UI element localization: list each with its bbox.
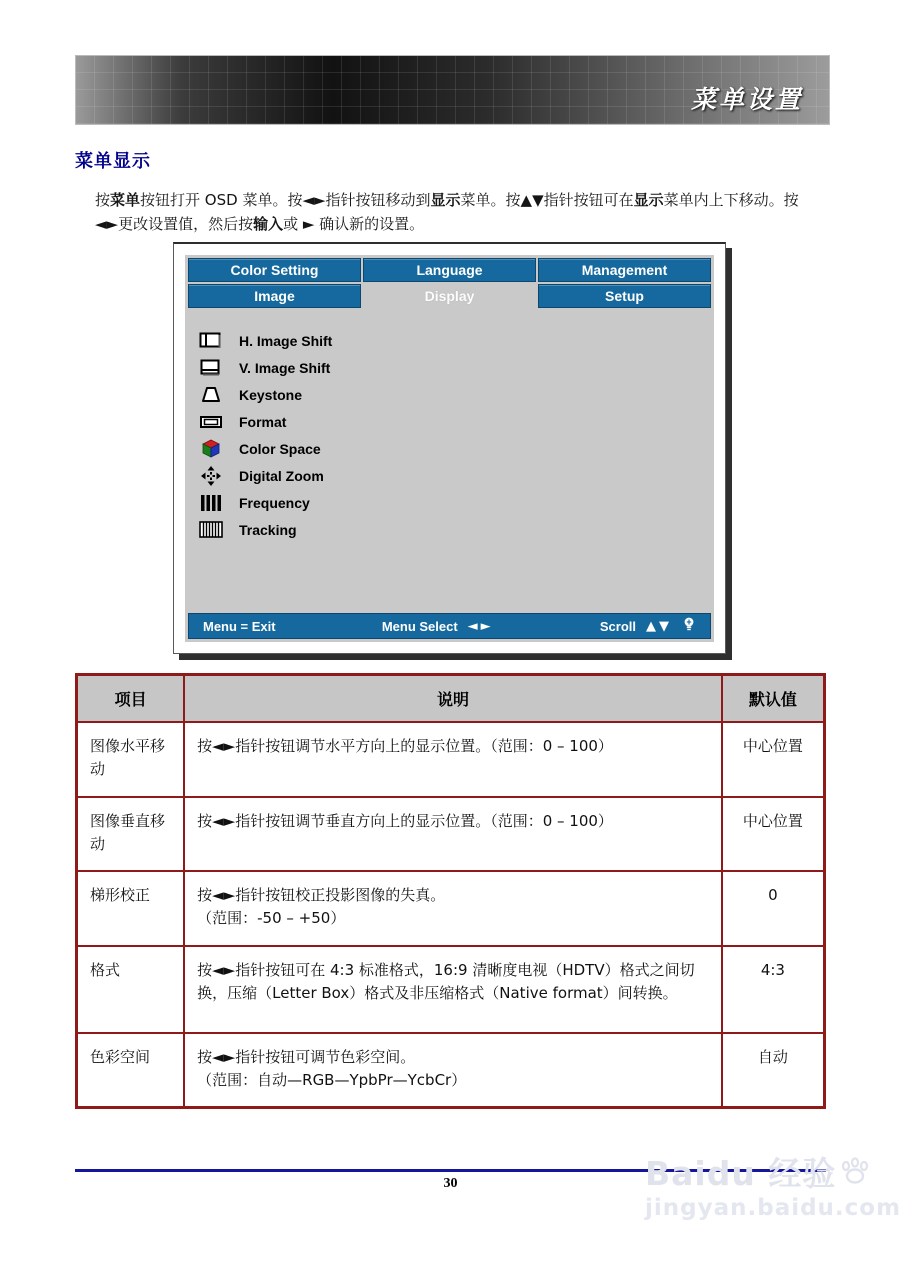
up-down-arrows-icon: ▲▼ xyxy=(646,618,672,634)
tab-display-active: Display xyxy=(424,288,475,304)
v-image-shift-icon xyxy=(198,359,224,377)
tracking-icon xyxy=(198,521,224,538)
osd-menu-panel xyxy=(185,255,714,642)
page-header-title: 菜单设置 xyxy=(690,85,803,114)
cell-item: 梯形校正 xyxy=(77,871,185,946)
cell-item: 格式 xyxy=(77,946,185,1033)
cell-default: 中心位置 xyxy=(722,797,825,872)
intro-segment-bold: 显示 xyxy=(633,191,664,209)
menu-item-label: H. Image Shift xyxy=(239,332,333,349)
osd-tab-bar xyxy=(188,258,711,308)
tab-setup: Setup xyxy=(538,284,711,308)
menu-item-label: Color Space xyxy=(239,440,321,457)
table-row xyxy=(77,1033,825,1108)
description-line: （范围：-50 – +50） xyxy=(197,909,346,928)
intro-segment-bold: 菜单 xyxy=(110,191,141,209)
cell-description xyxy=(184,1033,722,1108)
cell-description: 按◄►指针按钮可在 4:3 标准格式，16:9 清晰度电视（HDTV）格式之间切换，压缩（Letter Box）格式及非压缩格式（Native format）间转换。 xyxy=(184,946,722,1033)
osd-item-list xyxy=(198,327,711,543)
table-row xyxy=(77,722,825,797)
frequency-icon xyxy=(198,494,224,512)
cell-item: 色彩空间 xyxy=(77,1033,185,1108)
description-line: 按◄►指针按钮校正投影图像的失真。 xyxy=(197,886,446,904)
paw-icon xyxy=(840,1156,870,1192)
left-right-arrows-icon: ◄► xyxy=(467,618,494,634)
cell-default: 自动 xyxy=(722,1033,825,1108)
cell-description xyxy=(184,871,722,946)
intro-segment: 按钮打开 OSD 菜单。按◄►指针按钮移动到 xyxy=(140,191,431,209)
intro-segment-bold: 输入 xyxy=(253,215,284,233)
description-line: （范围：自动—RGB—YpbPr—YcbCr） xyxy=(197,1070,467,1089)
cell-item: 图像水平移动 xyxy=(77,722,185,797)
menu-item-color-space xyxy=(198,435,711,462)
menu-item-label: V. Image Shift xyxy=(239,359,331,376)
cell-description: 按◄►指针按钮调节垂直方向上的显示位置。（范围：0 – 100） xyxy=(184,797,722,872)
cell-default: 0 xyxy=(722,871,825,946)
cell-item: 图像垂直移动 xyxy=(77,797,185,872)
menu-item-label: Keystone xyxy=(239,386,303,403)
column-header-description: 说明 xyxy=(184,675,722,723)
osd-menu-screenshot xyxy=(173,242,726,654)
description-line: 按◄►指针按钮可调节色彩空间。 xyxy=(197,1047,416,1066)
table-header-row xyxy=(77,675,825,723)
menu-item-h-image-shift xyxy=(198,327,711,354)
cell-description: 按◄►指针按钮调节水平方向上的显示位置。（范围：0 – 100） xyxy=(184,722,722,797)
osd-status-bar xyxy=(188,613,711,639)
page-number: 30 xyxy=(443,1176,458,1191)
watermark-title: Baidu 经验 xyxy=(645,1154,837,1193)
menu-item-tracking xyxy=(198,516,711,543)
menu-item-keystone xyxy=(198,381,711,408)
settings-table xyxy=(75,673,826,1109)
column-header-default: 默认值 xyxy=(722,675,825,723)
intro-paragraph xyxy=(95,188,817,236)
baidu-watermark xyxy=(645,1156,901,1222)
tab-image: Image xyxy=(188,284,361,308)
color-space-icon xyxy=(198,439,224,458)
tab-language: Language xyxy=(363,258,536,282)
status-menu-select: Menu Select xyxy=(381,618,458,634)
cell-default: 4:3 xyxy=(722,946,825,1033)
menu-item-format xyxy=(198,408,711,435)
lamp-icon xyxy=(682,616,696,636)
table-row xyxy=(77,797,825,872)
tab-management: Management xyxy=(538,258,711,282)
watermark-url: jingyan.baidu.com xyxy=(645,1195,902,1222)
page-header-banner xyxy=(75,55,830,125)
menu-item-label: Tracking xyxy=(239,521,297,538)
menu-item-digital-zoom xyxy=(198,462,711,489)
column-header-item: 项目 xyxy=(77,675,185,723)
intro-segment-bold: 显示 xyxy=(430,191,461,209)
menu-item-label: Format xyxy=(239,413,287,430)
keystone-icon xyxy=(198,386,224,404)
tab-color-setting: Color Setting xyxy=(188,258,361,282)
intro-segment: 或 ► 确认新的设置。 xyxy=(283,215,425,233)
table-row xyxy=(77,871,825,946)
intro-segment: 菜单内上下移动。按◄►更改设置值，然后按 xyxy=(95,191,799,233)
intro-segment: 菜单。按▲▼指针按钮可在 xyxy=(460,191,634,209)
intro-segment: 按 xyxy=(95,191,111,209)
menu-item-frequency xyxy=(198,489,711,516)
cell-default: 中心位置 xyxy=(722,722,825,797)
h-image-shift-icon xyxy=(198,332,224,350)
status-scroll: Scroll xyxy=(599,618,636,634)
status-menu-exit: Menu = Exit xyxy=(203,618,276,634)
digital-zoom-icon xyxy=(198,466,224,486)
menu-item-v-image-shift xyxy=(198,354,711,381)
section-heading: 菜单显示 xyxy=(75,151,151,172)
menu-item-label: Frequency xyxy=(239,494,310,511)
format-icon xyxy=(198,414,224,430)
table-row xyxy=(77,946,825,1033)
menu-item-label: Digital Zoom xyxy=(239,467,324,484)
